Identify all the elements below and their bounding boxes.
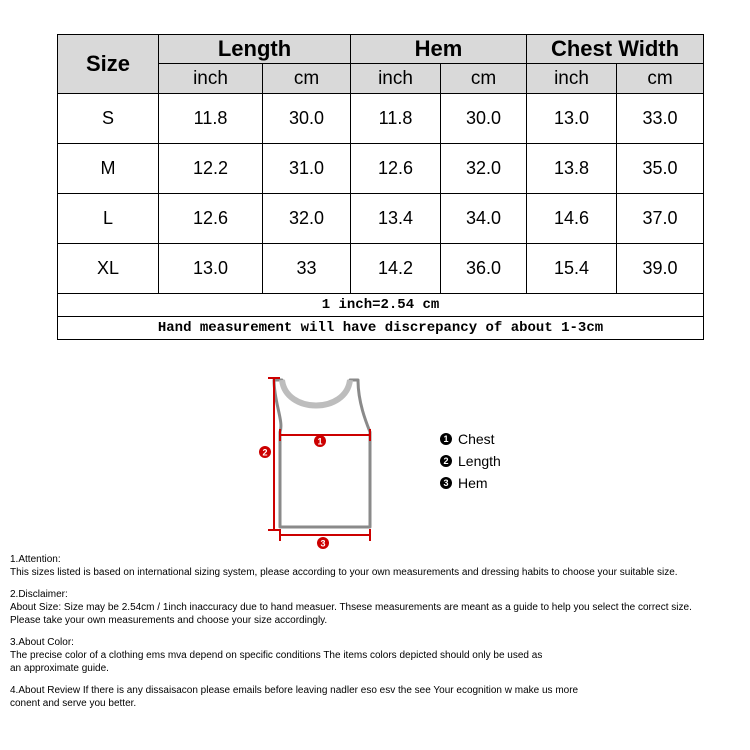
legend-number: 1 xyxy=(440,433,452,445)
legend-item-chest xyxy=(440,428,501,450)
table-row xyxy=(58,144,704,194)
value-cell: 14.6 xyxy=(527,194,617,244)
legend-item-length xyxy=(440,450,501,472)
legend-item-hem xyxy=(440,472,501,494)
value-cell: 13.0 xyxy=(527,94,617,144)
note-text: This sizes listed is based on international sizing system, please according to your own measurements and dressing habits to choose your suitable size. xyxy=(10,567,678,578)
size-cell: XL xyxy=(58,244,159,294)
diagram-legend xyxy=(440,428,501,494)
length-header: Length xyxy=(159,35,351,64)
unit-cell: cm xyxy=(441,64,527,94)
value-cell: 31.0 xyxy=(263,144,351,194)
note-text: Please take your own measurements and choose your size accordingly. xyxy=(10,615,328,626)
legend-label: Hem xyxy=(458,475,488,491)
svg-text:2: 2 xyxy=(262,447,268,458)
note-text: an approximate guide. xyxy=(10,663,109,674)
value-cell: 11.8 xyxy=(351,94,441,144)
discrepancy-note: Hand measurement will have discrepancy of about 1-3cm xyxy=(58,317,704,340)
length-marker xyxy=(259,446,271,458)
value-cell: 33 xyxy=(263,244,351,294)
size-cell: M xyxy=(58,144,159,194)
value-cell: 32.0 xyxy=(441,144,527,194)
unit-cell: inch xyxy=(351,64,441,94)
unit-cell: cm xyxy=(263,64,351,94)
legend-number: 3 xyxy=(440,477,452,489)
value-cell: 35.0 xyxy=(617,144,704,194)
discrepancy-note-row xyxy=(58,317,704,340)
value-cell: 33.0 xyxy=(617,94,704,144)
tank-top-diagram xyxy=(252,372,392,552)
hem-marker xyxy=(317,537,329,549)
tank-top-outline-icon xyxy=(274,380,370,527)
size-cell: S xyxy=(58,94,159,144)
hem-header: Hem xyxy=(351,35,527,64)
value-cell: 32.0 xyxy=(263,194,351,244)
legend-label: Length xyxy=(458,453,501,469)
conversion-note-row xyxy=(58,294,704,317)
table-row xyxy=(58,244,704,294)
value-cell: 13.4 xyxy=(351,194,441,244)
legend-label: Chest xyxy=(458,431,495,447)
unit-cell: inch xyxy=(159,64,263,94)
header-row xyxy=(58,35,704,64)
svg-text:3: 3 xyxy=(320,538,326,549)
note-disclaimer xyxy=(10,588,745,627)
value-cell: 12.2 xyxy=(159,144,263,194)
unit-cell: inch xyxy=(527,64,617,94)
note-attention xyxy=(10,553,745,579)
value-cell: 14.2 xyxy=(351,244,441,294)
svg-text:1: 1 xyxy=(317,436,323,447)
note-heading: 2.Disclaimer: xyxy=(10,589,68,600)
chest-marker xyxy=(314,435,326,447)
notes-section xyxy=(10,553,745,719)
value-cell: 37.0 xyxy=(617,194,704,244)
value-cell: 30.0 xyxy=(263,94,351,144)
value-cell: 39.0 xyxy=(617,244,704,294)
value-cell: 30.0 xyxy=(441,94,527,144)
size-cell: L xyxy=(58,194,159,244)
note-text: About Size: Size may be 2.54cm / 1inch inaccuracy due to hand measuer. Thsese measurements are meant as a guide to help you select the correct size. xyxy=(10,602,692,613)
size-header: Size xyxy=(58,35,159,94)
note-text: conent and serve you better. xyxy=(10,698,137,709)
value-cell: 13.8 xyxy=(527,144,617,194)
table-row xyxy=(58,94,704,144)
note-review xyxy=(10,684,745,710)
value-cell: 36.0 xyxy=(441,244,527,294)
value-cell: 15.4 xyxy=(527,244,617,294)
value-cell: 13.0 xyxy=(159,244,263,294)
note-heading: 1.Attention: xyxy=(10,554,61,565)
conversion-note: 1 inch=2.54 cm xyxy=(58,294,704,317)
value-cell: 12.6 xyxy=(159,194,263,244)
note-text: The precise color of a clothing ems mva depend on specific conditions The items colors depicted should only be used as xyxy=(10,650,543,661)
size-chart-table xyxy=(57,34,704,340)
chest-width-header: Chest Width xyxy=(527,35,704,64)
unit-cell: cm xyxy=(617,64,704,94)
legend-number: 2 xyxy=(440,455,452,467)
note-color xyxy=(10,636,745,675)
value-cell: 12.6 xyxy=(351,144,441,194)
note-heading: 3.About Color: xyxy=(10,637,74,648)
value-cell: 34.0 xyxy=(441,194,527,244)
table-row xyxy=(58,194,704,244)
note-heading: 4.About Review If there is any dissaisacon please emails before leaving nadler eso esv the see Your ecognition w make us more xyxy=(10,685,579,696)
value-cell: 11.8 xyxy=(159,94,263,144)
